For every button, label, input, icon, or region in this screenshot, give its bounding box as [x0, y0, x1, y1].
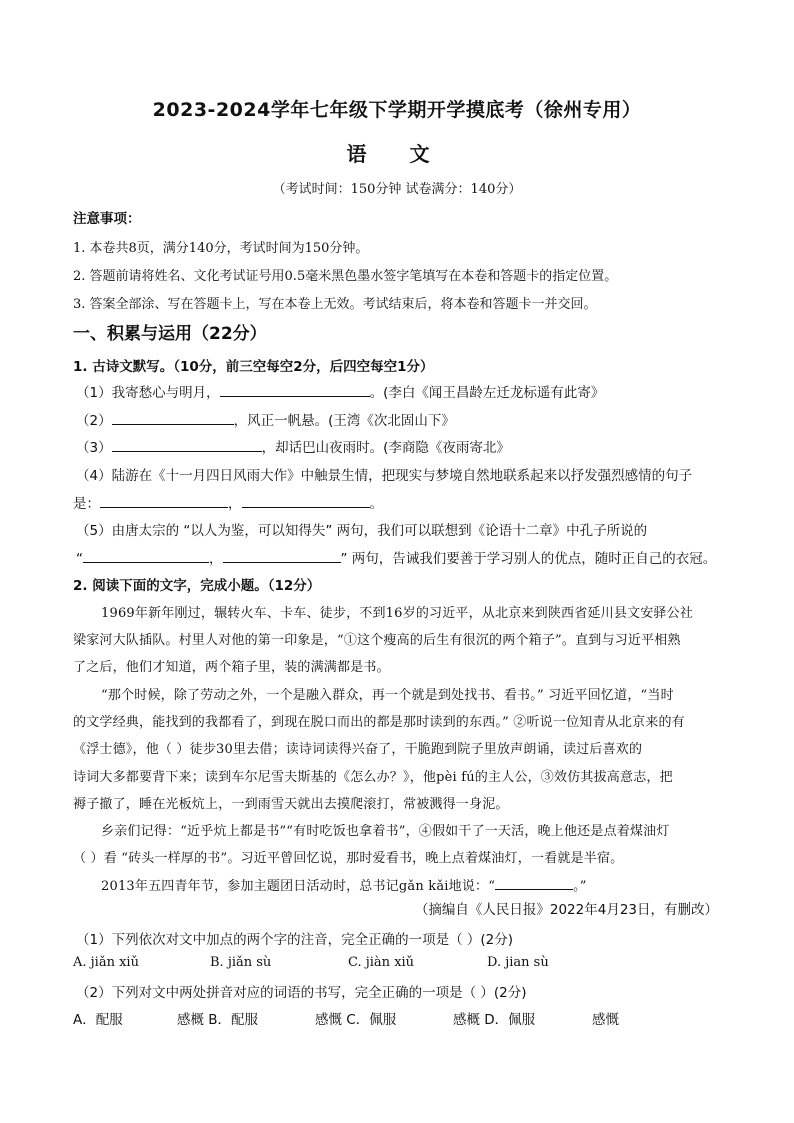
- poem-line-1: [76, 381, 604, 401]
- poem-line-5: （5）由唐太宗的 “以人为鉴，可以知得失” 两句，我们可以联想到《论语十二章》中孔子所说的: [76, 523, 648, 539]
- passage-line: （ ）看 “砖头一样厚的书”。习近平曾回忆说，那时爱看书，晚上点着煤油灯，一看就是半宿。: [73, 851, 624, 866]
- answer-blank[interactable]: [220, 382, 370, 397]
- option-d[interactable]: 感概 D．佩服: [453, 1012, 536, 1028]
- poem-line-text: （3）: [76, 440, 112, 456]
- poem-line-4: （4）陆游在《十一月四日风雨大作》中触景生情，把现实与梦境自然地联系起来以抒发强烈感情的句子: [76, 468, 693, 484]
- poem-line-text: ，: [209, 551, 223, 567]
- poem-line-3: [76, 436, 510, 456]
- option-b[interactable]: B. jiǎn sù: [210, 955, 272, 970]
- passage-text: 。”: [573, 879, 587, 894]
- note-item: 2. 答题前请将姓名、文化考试证号用0.5毫米黑色墨水签字笔填写在本卷和答题卡的指定位置。: [73, 269, 618, 284]
- option-d-second-word: 感慨: [592, 1012, 619, 1028]
- sub-question-2: （2）下列对文中两处拼音对应的词语的书写，完全正确的一项是（ ）(2分): [76, 985, 527, 1001]
- answer-blank[interactable]: [242, 493, 370, 508]
- subject-title: 语 文: [346, 142, 448, 166]
- answer-blank[interactable]: [112, 410, 234, 425]
- option-c[interactable]: C. jiàn xiǔ: [348, 955, 415, 970]
- passage-line: 梁家河大队插队。村里人对他的第一印象是，“①这个瘦高的后生有很沉的两个箱子”。直到与习近平相熟: [73, 633, 681, 648]
- sub-question-1: （1）下列依次对文中加点的两个字的注音，完全正确的一项是（ ）(2分): [76, 932, 514, 948]
- answer-blank[interactable]: [223, 548, 341, 563]
- note-item: 3. 答案全部涂、写在答题卡上，写在本卷上无效。考试结束后，将本卷和答题卡一并交回。: [73, 297, 597, 312]
- option-b[interactable]: 感概 B．配服: [177, 1012, 259, 1028]
- poem-line-4b: [73, 492, 383, 512]
- passage-line: 诗词大多都要背下来；读到车尔尼雪夫斯基的《怎么办？》，他pèi fú的主人公，③效仿其拔高意志，把: [73, 770, 673, 785]
- poem-line-5b: [76, 547, 716, 567]
- poem-line-text: 。(李白《闻王昌龄左迁龙标遥有此寄》: [369, 385, 605, 401]
- question-1-heading: 1. 古诗文默写。（10分，前三空每空2分，后四空每空1分）: [73, 359, 434, 375]
- exam-info: （考试时间：150分钟 试卷满分：140分）: [272, 182, 522, 197]
- poem-line-text: ，: [228, 496, 242, 512]
- section-title: 一、积累与运用（22分）: [73, 324, 267, 344]
- answer-blank[interactable]: [112, 437, 262, 452]
- passage-line: 的文学经典，能找到的我都看了，到现在脱口而出的都是那时读到的东西。” ②听说一位知青从北京来的有: [73, 715, 685, 730]
- passage-line: 《浮士德》，他（ ）徒步30里去借；读诗词读得兴奋了，干脆跑到院子里放声朗诵，读过后喜欢的: [73, 742, 643, 757]
- answer-blank[interactable]: [83, 548, 209, 563]
- passage-line: 乡亲们记得：“近乎炕上都是书”“有时吃饭也拿着书”，④假如干了一天活，晚上他还是点着煤油灯: [101, 824, 670, 839]
- option-d[interactable]: D. jian sù: [487, 955, 549, 970]
- poem-line-text: （1）我寄愁心与明月，: [76, 385, 220, 401]
- answer-blank[interactable]: [100, 493, 228, 508]
- passage-line: 1969年新年刚过，辗转火车、卡车、徒步，不到16岁的习近平，从北京来到陕西省延川县文安驿公社: [101, 606, 694, 621]
- answer-blank[interactable]: [495, 875, 573, 890]
- option-a[interactable]: A. jiǎn xiǔ: [73, 955, 139, 970]
- note-item: 1. 本卷共8页，满分140分，考试时间为150分钟。: [73, 241, 369, 256]
- notes-title: 注意事项：: [73, 211, 141, 227]
- poem-line-text: 是：: [73, 496, 100, 512]
- question-2-heading: 2. 阅读下面的文字，完成小题。（12分）: [73, 578, 321, 594]
- poem-line-text: （2）: [76, 413, 112, 429]
- source-citation: （摘编自《人民日报》2022年4月23日，有删改）: [414, 902, 718, 918]
- option-a[interactable]: A．配服: [73, 1012, 123, 1028]
- poem-line-text: ” 两句，告诫我们要善于学习别人的优点，随时正自己的衣冠。: [340, 551, 717, 567]
- passage-line: [101, 875, 587, 894]
- passage-line: “那个时候，除了劳动之外，一个是融入群众，再一个就是到处找书、看书。” 习近平回忆道，“当时: [101, 688, 674, 703]
- passage-line: 褥子撤了，睡在光板炕上，一到雨雪天就出去摸爬滚打，常被溅得一身泥。: [73, 797, 509, 812]
- option-c[interactable]: 感慨 C．佩服: [315, 1012, 397, 1028]
- passage-text: 2013年五四青年节，参加主题团日活动时，总书记gǎn kǎi地说：“: [101, 879, 496, 894]
- exam-title: 2023-2024学年七年级下学期开学摸底考（徐州专用）: [152, 99, 642, 121]
- poem-line-text: ，却话巴山夜雨时。(李商隐《夜雨寄北》: [261, 440, 510, 456]
- poem-line-text: “: [76, 551, 83, 567]
- poem-line-text: ，风正一帆悬。(王湾《次北固山下》: [233, 413, 455, 429]
- poem-line-text: 。: [369, 496, 383, 512]
- passage-line: 了之后，他们才知道，两个箱子里，装的满满都是书。: [73, 660, 390, 675]
- poem-line-2: [76, 409, 455, 429]
